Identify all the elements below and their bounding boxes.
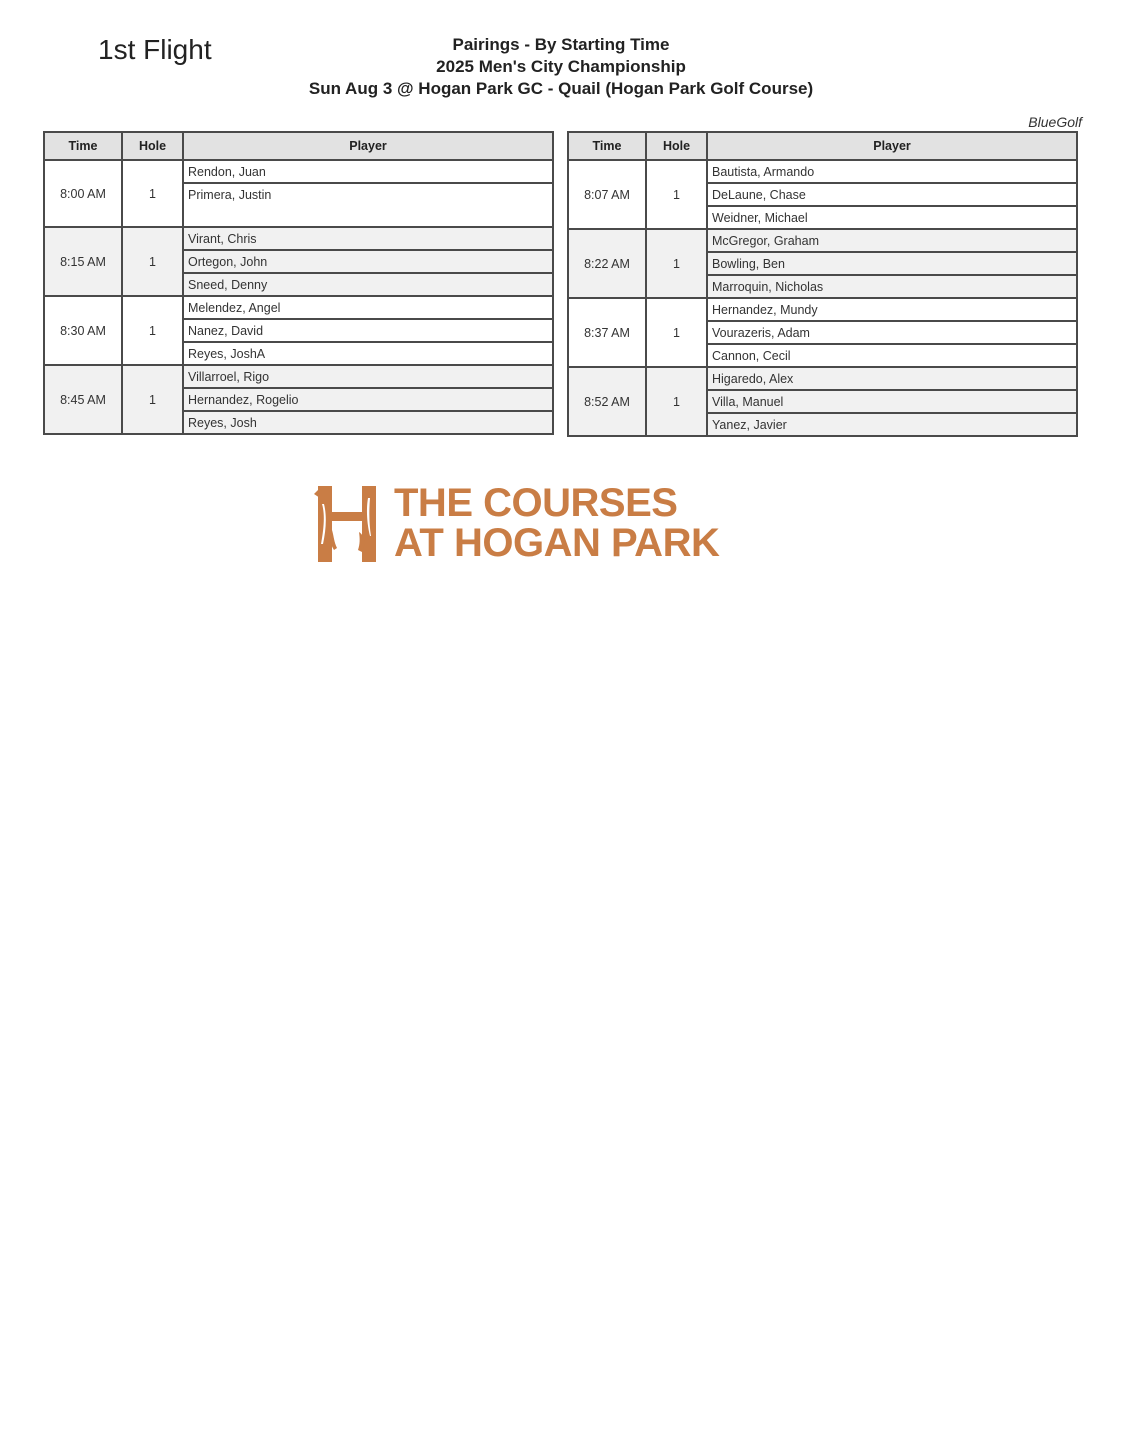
title-line-3: Sun Aug 3 @ Hogan Park GC - Quail (Hogan Park Golf Course) [308, 79, 814, 98]
player-name: Ortegon, John [183, 250, 553, 273]
page-title-block [0, 34, 1122, 100]
header-time: Time [568, 132, 646, 160]
header-time: Time [44, 132, 122, 160]
player-name: Rendon, Juan [183, 160, 553, 183]
player-name: Cannon, Cecil [707, 344, 1077, 367]
header-hole: Hole [122, 132, 183, 160]
group-hole: 1 [646, 229, 707, 298]
group-hole: 1 [122, 365, 183, 434]
group-time: 8:15 AM [44, 227, 122, 296]
player-name: Primera, Justin [183, 183, 553, 205]
player-name: Yanez, Javier [707, 413, 1077, 436]
player-name: McGregor, Graham [707, 229, 1077, 252]
group-row [568, 367, 1077, 436]
pairings-table-left [43, 131, 554, 435]
player-name: Higaredo, Alex [707, 367, 1077, 390]
group-time: 8:30 AM [44, 296, 122, 365]
player-name: Hernandez, Rogelio [183, 388, 553, 411]
group-time: 8:37 AM [568, 298, 646, 367]
title-line-1: Pairings - By Starting Time [452, 35, 670, 54]
player-name: Vourazeris, Adam [707, 321, 1077, 344]
logo-wordmark [394, 481, 720, 565]
title-line-2: 2025 Men's City Championship [436, 57, 686, 76]
group-time: 8:00 AM [44, 160, 122, 227]
group-row [568, 160, 1077, 229]
flight-label: 1st Flight [98, 34, 212, 65]
group-hole: 1 [122, 227, 183, 296]
group-hole: 1 [122, 296, 183, 365]
group-time: 8:07 AM [568, 160, 646, 229]
group-time: 8:45 AM [44, 365, 122, 434]
group-time: 8:52 AM [568, 367, 646, 436]
player-name: Hernandez, Mundy [707, 298, 1077, 321]
group-hole: 1 [646, 298, 707, 367]
player-name: Bowling, Ben [707, 252, 1077, 275]
player-name: Melendez, Angel [183, 296, 553, 319]
player-name: Marroquin, Nicholas [707, 275, 1077, 298]
group-hole: 1 [646, 367, 707, 436]
group-hole: 1 [122, 160, 183, 227]
group-time: 8:22 AM [568, 229, 646, 298]
logo-line-1: THE COURSES [394, 481, 678, 525]
group-hole: 1 [646, 160, 707, 229]
player-name: DeLaune, Chase [707, 183, 1077, 206]
header-player: Player [707, 132, 1077, 160]
player-name: Reyes, JoshA [183, 342, 553, 365]
group-row [44, 227, 553, 296]
hogan-park-logo [312, 481, 752, 566]
group-row [568, 298, 1077, 367]
header-hole: Hole [646, 132, 707, 160]
player-name: Weidner, Michael [707, 206, 1077, 229]
group-row [44, 296, 553, 365]
player-name: Villarroel, Rigo [183, 365, 553, 388]
header-player: Player [183, 132, 553, 160]
logo-line-2: AT HOGAN PARK [394, 521, 720, 565]
player-name: Bautista, Armando [707, 160, 1077, 183]
pairings-table-right [567, 131, 1078, 437]
player-name: Villa, Manuel [707, 390, 1077, 413]
player-name: Sneed, Denny [183, 273, 553, 296]
group-row [44, 365, 553, 434]
player-name: Nanez, David [183, 319, 553, 342]
player-name: Reyes, Josh [183, 411, 553, 434]
hogan-h-icon [312, 484, 382, 564]
player-empty [183, 205, 553, 227]
player-name: Virant, Chris [183, 227, 553, 250]
group-row [44, 160, 553, 227]
group-row [568, 229, 1077, 298]
bluegolf-brand: BlueGolf [1028, 114, 1082, 130]
